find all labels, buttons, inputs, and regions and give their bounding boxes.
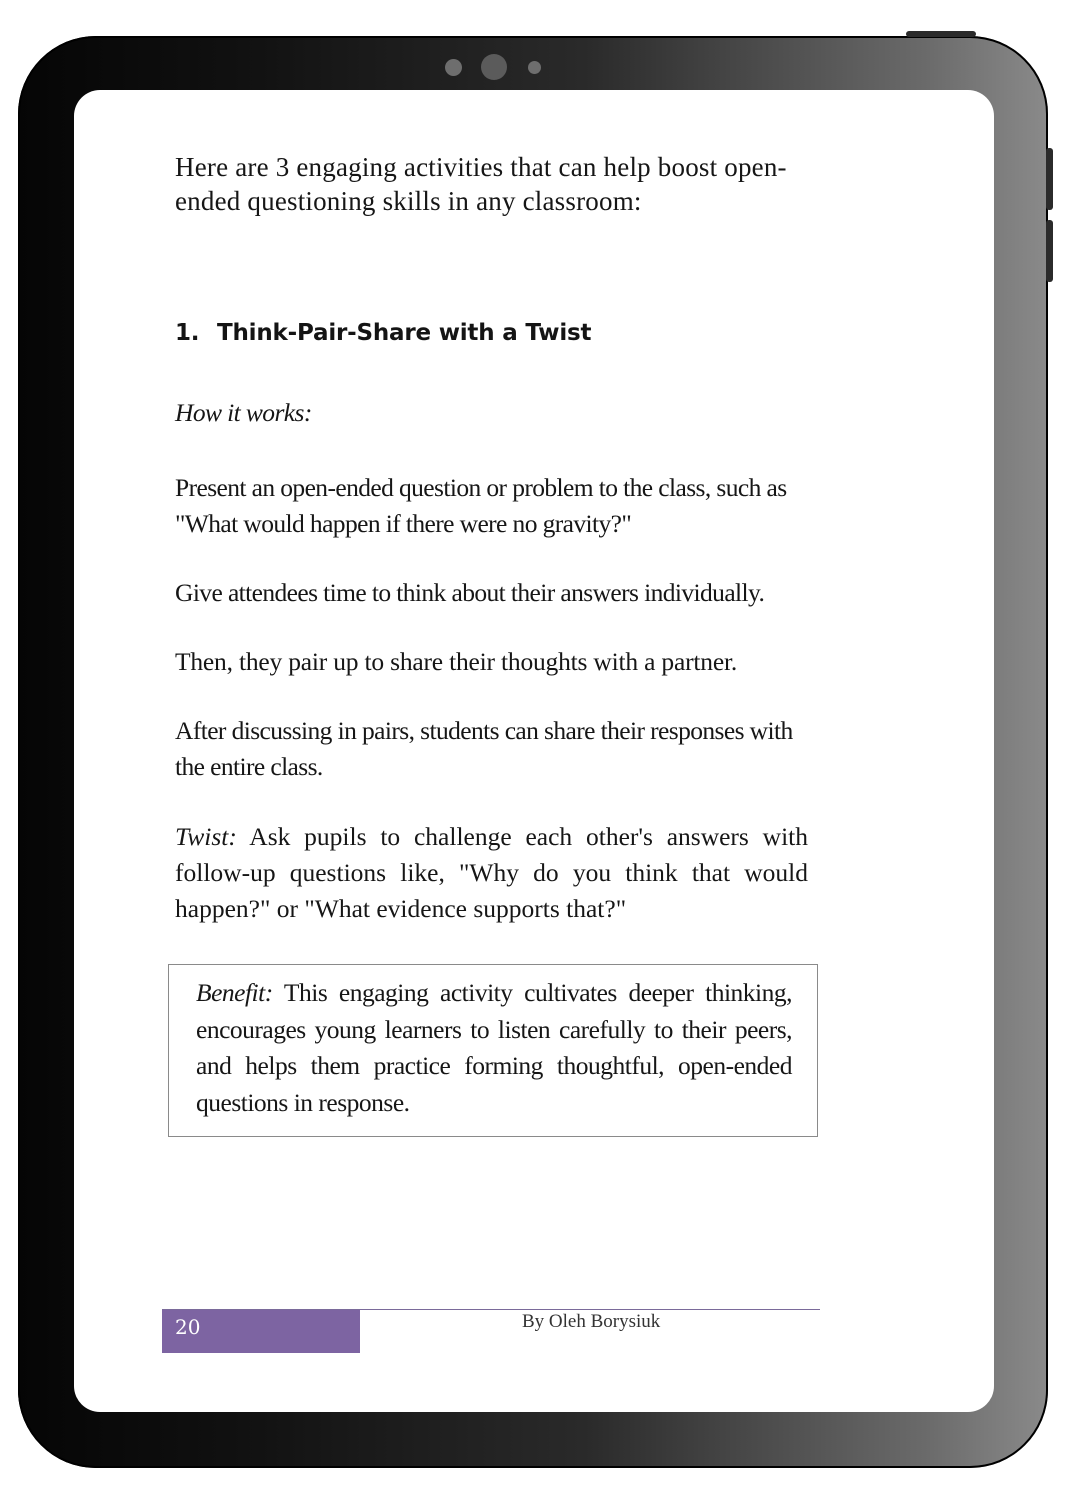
twist-text: Ask pupils to challenge each other's answers with follow-up questions like, "Why do you think that would happen?" or "What evidence supports that?" [175,822,808,923]
volume-down-button [1046,220,1053,282]
benefit-paragraph [196,975,792,1121]
how-it-works-label: How it works: [175,398,312,427]
step-paragraph: After discussing in pairs, students can share their responses with the entire class. [175,716,793,781]
sensor-icon [445,59,462,76]
step-paragraph: Give attendees time to think about their answers individually. [175,578,765,607]
step-paragraph: Then, they pair up to share their thoughts with a partner. [175,647,738,676]
page-number: 20 [175,1315,201,1339]
page-content [175,150,808,923]
step-paragraph: Present an open-ended question or problem to the class, such as "What would happen if there were no gravity?" [175,473,787,538]
volume-up-button [1046,148,1053,210]
section-heading [175,317,591,349]
twist-paragraph [175,819,808,927]
twist-label: Twist: [175,822,237,851]
page-number-badge [162,1310,360,1353]
power-button [906,31,976,37]
intro-paragraph: Here are 3 engaging activities that can help boost open-ended questioning skills in any classroom: [175,152,787,216]
benefit-label: Benefit: [196,978,273,1007]
section-number: 1. [175,320,200,346]
author-credit: By Oleh Borysiuk [522,1311,661,1332]
benefit-callout [168,964,818,1137]
camera-icon [481,54,507,80]
document-page[interactable] [74,90,994,1412]
sensor-icon [528,61,541,74]
section-title: Think-Pair-Share with a Twist [217,320,592,346]
benefit-text: This engaging activity cultivates deeper thinking, encourages young learners to listen carefully to their peers, and helps them practice forming thoughtful, open-ended questions in response. [196,978,792,1117]
